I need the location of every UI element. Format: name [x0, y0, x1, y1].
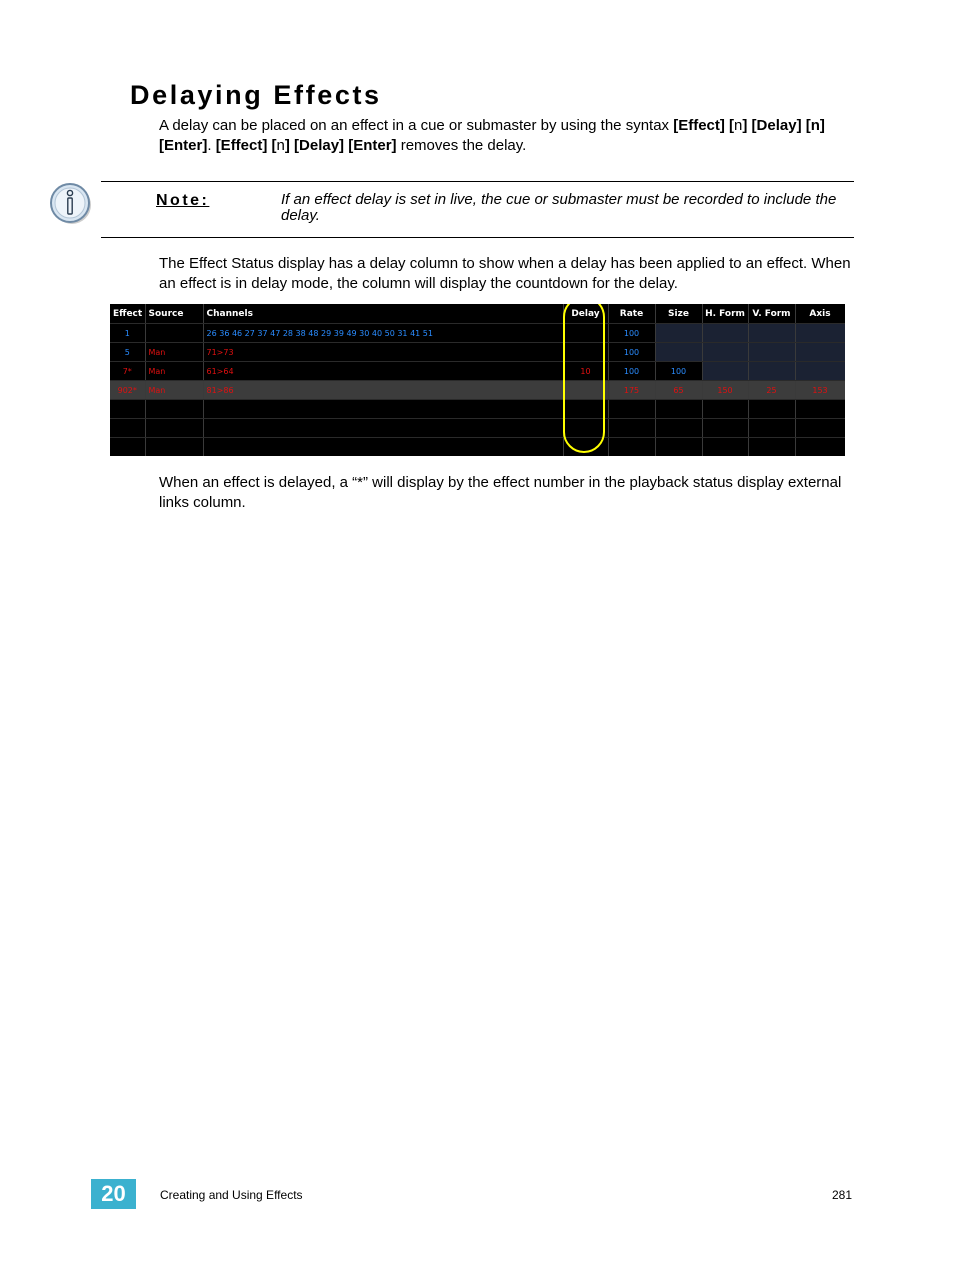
table-cell-effect: [110, 438, 145, 457]
table-cell-h-form: 150: [702, 381, 748, 400]
info-icon: [48, 181, 92, 225]
note-bottom-rule: [101, 237, 854, 238]
table-cell-channels: [203, 419, 563, 438]
table-cell-axis: [795, 438, 845, 457]
table-cell-h-form: [702, 419, 748, 438]
delay-column-highlight: [563, 304, 605, 453]
column-header-channels: Channels: [203, 304, 563, 324]
table-cell-size: 100: [655, 362, 702, 381]
table-cell-channels: [203, 400, 563, 419]
table-cell-h-form: [702, 400, 748, 419]
column-header-source: Source: [145, 304, 203, 324]
chapter-number: 20: [91, 1179, 136, 1209]
table-cell-axis: [795, 400, 845, 419]
table-cell-v-form: [748, 343, 795, 362]
table-cell-rate: [608, 400, 655, 419]
table-cell-effect: 7*: [110, 362, 145, 381]
column-header-size: Size: [655, 304, 702, 324]
table-row: [110, 324, 845, 343]
table-cell-rate: 100: [608, 324, 655, 343]
table-cell-effect: 902*: [110, 381, 145, 400]
table-cell-delay: 10: [563, 362, 608, 381]
table-cell-size: 65: [655, 381, 702, 400]
table-row: [110, 400, 845, 419]
intro-text-run: [Effect] [: [215, 137, 277, 154]
intro-text-run: ] [Delay] [n] [Enter]: [159, 117, 825, 154]
table-cell-h-form: [702, 362, 748, 381]
table-cell-v-form: [748, 362, 795, 381]
intro-text-run: ] [Delay] [Enter]: [284, 137, 397, 154]
intro-text-run: [Effect] [: [673, 117, 735, 134]
note-label: Note:: [156, 192, 210, 209]
table-cell-v-form: [748, 400, 795, 419]
table-cell-axis: [795, 362, 845, 381]
footer-chapter-title: Creating and Using Effects: [160, 1188, 303, 1202]
table-cell-rate: 100: [608, 362, 655, 381]
table-cell-h-form: [702, 438, 748, 457]
table-cell-size: [655, 324, 702, 343]
table-cell-h-form: [702, 324, 748, 343]
column-header-delay: Delay: [563, 304, 608, 324]
column-header-h-form: H. Form: [702, 304, 748, 324]
note-text: If an effect delay is set in live, the cue or submaster must be recorded to include the delay.: [281, 191, 837, 224]
table-cell-axis: [795, 419, 845, 438]
table-cell-axis: 153: [795, 381, 845, 400]
table-cell-rate: 100: [608, 343, 655, 362]
page-number: 281: [831, 1188, 852, 1202]
table-cell-v-form: 25: [748, 381, 795, 400]
column-header-rate: Rate: [608, 304, 655, 324]
table-cell-source: Man: [145, 381, 203, 400]
table-cell-size: [655, 419, 702, 438]
table-cell-size: [655, 438, 702, 457]
column-header-axis: Axis: [795, 304, 845, 324]
page-heading: Delaying Effects: [130, 80, 382, 110]
table-cell-source: [145, 324, 203, 343]
table-cell-rate: [608, 419, 655, 438]
intro-text-run: .: [207, 137, 216, 154]
table-cell-effect: [110, 419, 145, 438]
table-row: [110, 419, 845, 438]
table-row: [110, 381, 845, 400]
table-cell-axis: [795, 324, 845, 343]
table-cell-channels: 71>73: [203, 343, 563, 362]
table-cell-channels: [203, 438, 563, 457]
table-cell-v-form: [748, 324, 795, 343]
column-header-effect: Effect: [110, 304, 145, 324]
table-cell-v-form: [748, 419, 795, 438]
table-row: [110, 343, 845, 362]
table-cell-effect: [110, 400, 145, 419]
table-row: [110, 362, 845, 381]
table-cell-rate: [608, 438, 655, 457]
table-cell-size: [655, 343, 702, 362]
table-cell-channels: 26 36 46 27 37 47 28 38 48 29 39 49 30 40 50 31 41 51: [203, 324, 563, 343]
table-cell-source: Man: [145, 362, 203, 381]
note-top-rule: [101, 181, 854, 182]
table-cell-source: [145, 400, 203, 419]
table-cell-source: [145, 438, 203, 457]
table-cell-rate: 175: [608, 381, 655, 400]
table-row: [110, 438, 845, 457]
table-cell-source: Man: [145, 343, 203, 362]
column-header-v-form: V. Form: [748, 304, 795, 324]
table-cell-axis: [795, 343, 845, 362]
intro-text-run: A delay can be placed on an effect in a cue or submaster by using the syntax: [159, 117, 674, 134]
table-cell-effect: 5: [110, 343, 145, 362]
table-cell-channels: 81>86: [203, 381, 563, 400]
table-cell-effect: 1: [110, 324, 145, 343]
intro-paragraph: [159, 116, 859, 156]
intro-text-run: n: [276, 137, 285, 154]
table-cell-size: [655, 400, 702, 419]
effect-status-table: [110, 304, 845, 456]
intro-text-run: n: [734, 117, 743, 134]
table-cell-v-form: [748, 438, 795, 457]
intro-text-run: removes the delay.: [396, 137, 527, 154]
table-cell-source: [145, 419, 203, 438]
table-cell-h-form: [702, 343, 748, 362]
table-cell-channels: 61>64: [203, 362, 563, 381]
effect-status-display: [110, 304, 845, 456]
delayed-marker-paragraph: When an effect is delayed, a “*” will display by the effect number in the playback status display external links column.: [159, 474, 842, 511]
status-description: The Effect Status display has a delay column to show when a delay has been applied to an effect. When an effect is in delay mode, the column will display the countdown for the delay.: [159, 255, 851, 292]
